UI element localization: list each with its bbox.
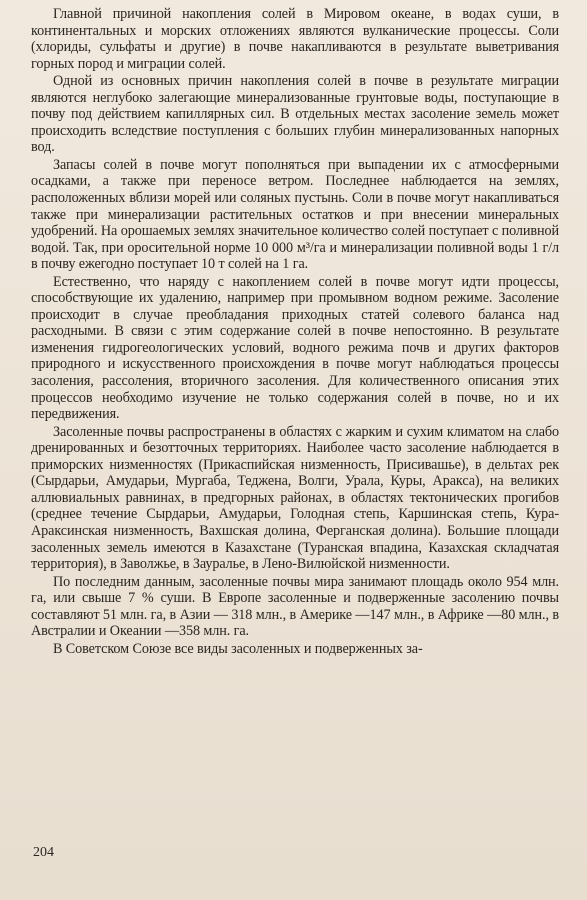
paragraph-salt-sources: Запасы солей в почве могут пополняться при выпадении их с атмосферными осадками, а также при переносе ветром. Последнее наблюдается на землях, расположенных вблизи морей или соляных пустынь. Соли в почве могут накапливаться также при минерализации растительных остатков и при внесении минеральных удобрений. На орошаемых землях значительное количество солей поступает с поливной водой. Так, при оросительной норме 10 000 м³/га и минерализации поливной воды 1 г/л в почву ежегодно поступает 10 т солей на 1 га. <box>31 156 559 273</box>
paragraph-world-area: По последним данным, засоленные почвы мира занимают площадь около 954 млн. га, или свыше 7 % суши. В Европе засоленные и подверженные засолению почвы составляют 51 млн. га, в Азии — 318 млн., в Америке —147 млн., в Африке —80 млн., в Австралии и Океании —358 млн. га. <box>31 573 559 640</box>
body-text <box>31 6 559 657</box>
paragraph-groundwater-migration: Одной из основных причин накопления солей в почве в результате миграции являются неглубоко залегающие минерализованные грунтовые воды, поступающие в почву под действием капиллярных сил. В отдельных местах засоление земель может происходить вследствие поступления с больших глубин минерализованных напорных вод. <box>31 73 559 156</box>
paragraph-salt-removal: Естественно, что наряду с накоплением солей в почве могут идти процессы, способствующие их удалению, например при промывном водном режиме. Засоление происходит в случае преобладания приходных статей солевого баланса над расходными. В связи с этим содержание солей в почве непостоянно. В результате изменения гидрогеологических условий, водного режима почв и других факторов природного и искусственного происхождения в почве могут наблюдаться процессы засоления, рассоления, вторичного засоления. Для количественного описания этих процессов необходимо изучение не только содержания солей в почве, но и их передвижения. <box>31 273 559 423</box>
paragraph-distribution: Засоленные почвы распространены в областях с жарким и сухим климатом на слабо дренированных и безотточных территориях. Наиболее часто засоление наблюдается в приморских низменностях (Прикаспийская низменность, Присивашье), в дельтах рек (Сырдарьи, Амударьи, Мургаба, Теджена, Волги, Урала, Куры, Аракса), на великих аллювиальных равнинах, в предгорных районах, в областях тектонических прогибов (среднее течение Сырдарьи, Амударьи, Голодная степь, Каршинская степь, Кура-Араксинская низменность, Вахшская долина, Ферганская долина). Большие площади засоленных земель имеются в Казахстане (Туранская впадина, Казахская складчатая территория), в Заволжье, в Зауралье, в Лено-Вилюйской низменности. <box>31 423 559 573</box>
paragraph-volcanic-origin: Главной причиной накопления солей в Мировом океане, в водах суши, в континентальных и морских отложениях являются вулканические процессы. Соли (хлориды, сульфаты и другие) в почве накапливаются в результате выветривания горных пород и миграции солей. <box>31 6 559 72</box>
page-number: 204 <box>33 845 54 860</box>
paragraph-soviet-union: В Советском Союзе все виды засоленных и подверженных за- <box>53 640 423 657</box>
